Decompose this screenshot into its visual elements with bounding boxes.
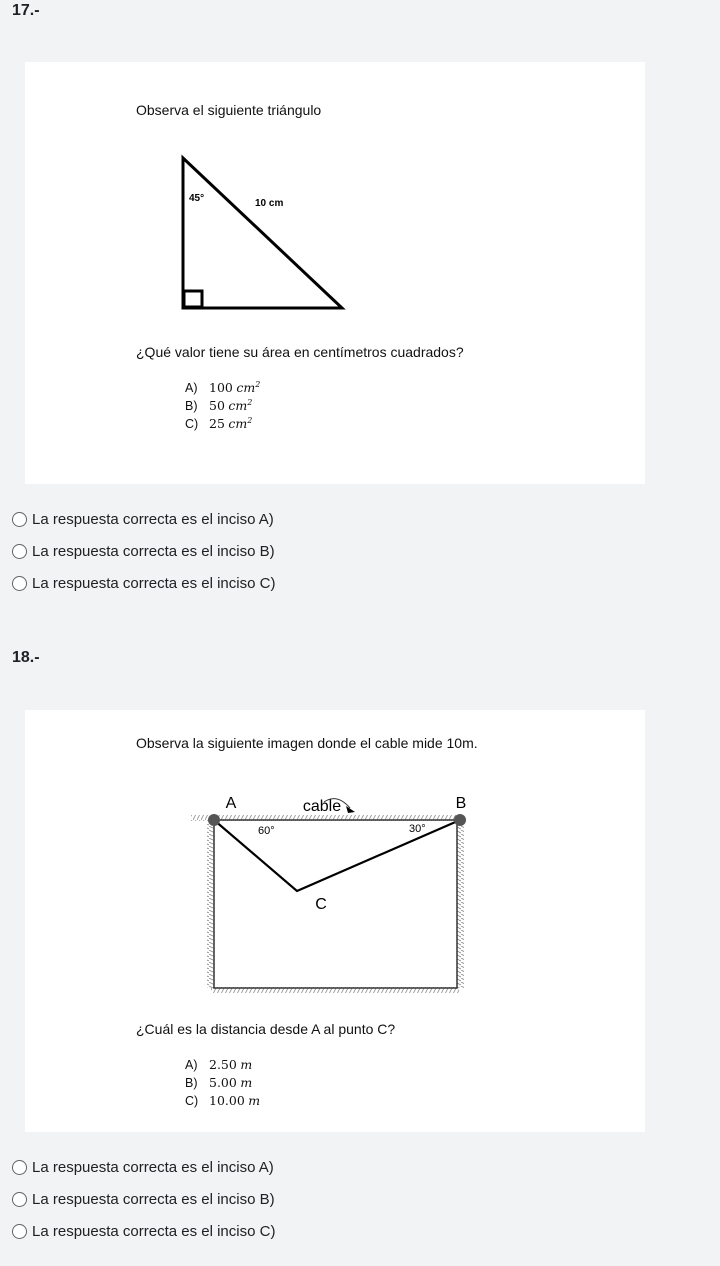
cable-figure (185, 790, 465, 1005)
option-value: 25 (209, 416, 225, 432)
question-18-answer-c[interactable] (12, 1223, 275, 1240)
answer-label: La respuesta correcta es el inciso B) (32, 1191, 275, 1208)
question-18-answer-b[interactable] (12, 1191, 275, 1208)
question-17-answer-c[interactable] (12, 575, 275, 592)
option-letter: A) (185, 1058, 198, 1072)
left-wall-hatch (207, 824, 214, 988)
question-18-option-c (185, 1092, 260, 1110)
option-letter: C) (185, 1094, 199, 1108)
triangle-shape (183, 158, 342, 308)
radio-circle-icon[interactable] (12, 512, 27, 527)
question-17-answer-b[interactable] (12, 543, 275, 560)
option-letter: B) (185, 1076, 198, 1090)
angle-a-label: 60° (258, 825, 275, 837)
option-unit: cm (236, 380, 256, 396)
option-letter: C) (185, 417, 199, 432)
cable-arrowhead-icon (346, 806, 355, 813)
question-17-question: ¿Qué valor tiene su área en centímetros cuadrados? (136, 344, 464, 360)
option-value: 100 (209, 380, 233, 396)
question-18-option-a (185, 1056, 252, 1074)
answer-label: La respuesta correcta es el inciso A) (32, 1159, 274, 1176)
question-18-option-b (185, 1074, 252, 1092)
triangle-side-label: 10 cm (255, 198, 284, 209)
answer-label: La respuesta correcta es el inciso B) (32, 543, 275, 560)
option-value: 10.00 (209, 1093, 245, 1108)
question-17-answer-a[interactable] (12, 511, 274, 528)
option-value: 50 (209, 398, 225, 414)
right-angle-marker (184, 291, 202, 307)
option-value: 2.50 (209, 1057, 237, 1072)
question-18-card (25, 710, 645, 1132)
point-b-label: B (455, 795, 467, 812)
question-17-option-c (185, 412, 252, 433)
radio-circle-icon[interactable] (12, 1224, 27, 1239)
support-frame (214, 820, 457, 988)
question-17-prompt: Observa el siguiente triángulo (136, 102, 322, 118)
option-unit: m (248, 1093, 261, 1108)
option-unit: m (240, 1057, 253, 1072)
point-a-label: A (225, 795, 237, 812)
option-value: 5.00 (209, 1075, 237, 1090)
answer-label: La respuesta correcta es el inciso C) (32, 1223, 276, 1240)
option-exponent: 2 (255, 380, 261, 389)
option-letter: A) (185, 381, 198, 396)
cable-label: cable (302, 798, 342, 815)
answer-label: La respuesta correcta es el inciso C) (32, 575, 276, 592)
question-18-answer-a[interactable] (12, 1159, 274, 1176)
point-c-label: C (315, 896, 327, 913)
radio-circle-icon[interactable] (12, 576, 27, 591)
anchor-a (208, 814, 220, 826)
option-unit: cm (228, 416, 248, 432)
right-wall-hatch (457, 824, 464, 988)
triangle-angle-label: 45° (189, 193, 205, 204)
question-17-title: 17.- (12, 2, 40, 19)
option-letter: B) (185, 399, 198, 414)
radio-circle-icon[interactable] (12, 1160, 27, 1175)
option-unit: cm (228, 398, 248, 414)
option-unit: m (240, 1075, 253, 1090)
question-18-title: 18.- (12, 649, 40, 666)
option-exponent: 2 (247, 416, 253, 425)
answer-label: La respuesta correcta es el inciso A) (32, 511, 274, 528)
question-18-question: ¿Cuál es la distancia desde A al punto C? (136, 1021, 396, 1037)
question-18-prompt: Observa la siguiente imagen donde el cable mide 10m. (136, 735, 478, 751)
option-exponent: 2 (247, 398, 253, 407)
anchor-b (454, 814, 466, 826)
right-triangle-figure (175, 154, 355, 312)
radio-circle-icon[interactable] (12, 1192, 27, 1207)
angle-b-label: 30° (409, 823, 426, 835)
radio-circle-icon[interactable] (12, 544, 27, 559)
question-17-card (25, 62, 645, 484)
